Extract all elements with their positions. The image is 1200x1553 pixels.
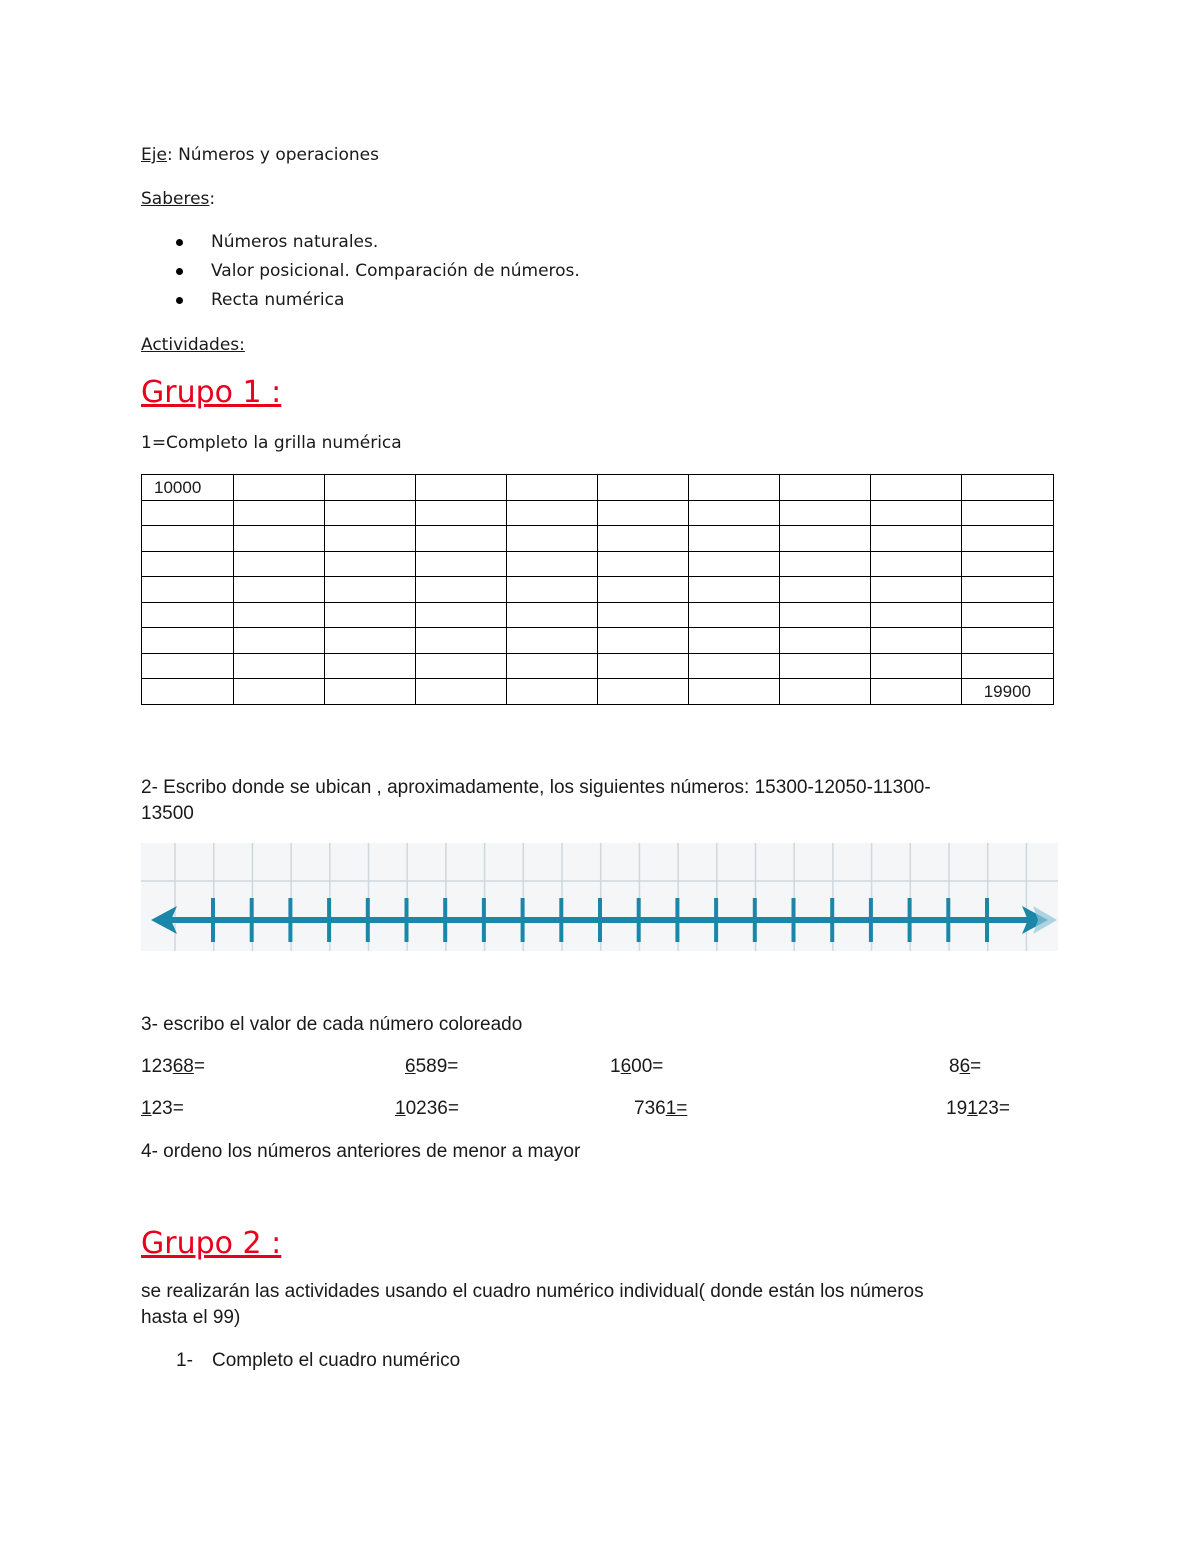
- saberes-line: [141, 189, 215, 209]
- colored-number-1: [141, 1056, 205, 1078]
- grid-cell[interactable]: [325, 500, 416, 526]
- act2-line2: 13500: [141, 803, 194, 824]
- grid-cell[interactable]: [871, 475, 962, 501]
- grid-cell[interactable]: [962, 551, 1054, 577]
- grid-cell[interactable]: [325, 653, 416, 679]
- grid-cell[interactable]: [325, 602, 416, 628]
- grid-cell[interactable]: [871, 602, 962, 628]
- grid-cell[interactable]: [142, 679, 234, 705]
- grid-cell[interactable]: [325, 628, 416, 654]
- colored-number-4: [949, 1056, 981, 1078]
- grid-cell[interactable]: [780, 653, 871, 679]
- grid-cell[interactable]: [871, 653, 962, 679]
- number-line-ticks: [213, 898, 987, 942]
- grid-cell[interactable]: [325, 577, 416, 603]
- eje-value: Números y operaciones: [178, 145, 379, 165]
- bullet-icon: [176, 297, 183, 304]
- number-part: 00=: [631, 1056, 664, 1077]
- grid-first-cell[interactable]: 10000: [142, 475, 234, 501]
- grid-cell[interactable]: [871, 500, 962, 526]
- grid-cell[interactable]: [507, 475, 598, 501]
- grid-cell[interactable]: [142, 653, 234, 679]
- grid-cell[interactable]: [871, 551, 962, 577]
- grid-cell[interactable]: [507, 602, 598, 628]
- number-underlined-part: 6: [405, 1056, 416, 1077]
- grid-cell[interactable]: [598, 475, 689, 501]
- grid-cell[interactable]: [780, 526, 871, 552]
- grid-cell[interactable]: [507, 577, 598, 603]
- grid-cell[interactable]: [507, 653, 598, 679]
- grid-cell[interactable]: [416, 551, 507, 577]
- number-part: =: [970, 1056, 982, 1077]
- grid-cell[interactable]: [598, 653, 689, 679]
- grid-cell[interactable]: [234, 475, 325, 501]
- grid-cell[interactable]: [962, 602, 1054, 628]
- grid-cell[interactable]: [780, 551, 871, 577]
- grid-cell[interactable]: [416, 526, 507, 552]
- number-underlined-part: 1: [395, 1098, 406, 1119]
- number-part: =: [193, 1056, 205, 1077]
- grid-cell[interactable]: [325, 475, 416, 501]
- grid-cell[interactable]: [780, 628, 871, 654]
- eje-line: [141, 145, 379, 165]
- number-part: 19: [946, 1098, 968, 1119]
- grid-cell[interactable]: [780, 602, 871, 628]
- grid-cell[interactable]: [689, 577, 780, 603]
- grid-cell[interactable]: [598, 577, 689, 603]
- number-part: 8: [949, 1056, 960, 1077]
- number-underlined-part: 6: [959, 1056, 971, 1077]
- list-item: Recta numérica: [211, 290, 345, 310]
- grid-cell[interactable]: [234, 653, 325, 679]
- grupo2-intro-line2: hasta el 99): [141, 1307, 241, 1328]
- grid-cell[interactable]: [689, 551, 780, 577]
- number-underlined-part: 6: [620, 1056, 632, 1077]
- grid-cell[interactable]: [780, 577, 871, 603]
- grid-cell[interactable]: [416, 577, 507, 603]
- grid-cell[interactable]: [142, 500, 234, 526]
- grid-cell[interactable]: [689, 679, 780, 705]
- grid-cell[interactable]: [416, 475, 507, 501]
- grid-cell[interactable]: [234, 602, 325, 628]
- grid-cell[interactable]: [871, 679, 962, 705]
- grid-cell[interactable]: [507, 551, 598, 577]
- grid-cell[interactable]: [234, 577, 325, 603]
- grid-cell[interactable]: [598, 551, 689, 577]
- number-part: 1: [610, 1056, 621, 1077]
- grid-cell[interactable]: [234, 628, 325, 654]
- grid-cell[interactable]: [962, 475, 1054, 501]
- colored-number-2: [405, 1056, 458, 1078]
- grid-cell[interactable]: [962, 500, 1054, 526]
- number-underlined-part: 1=: [665, 1098, 688, 1119]
- grupo2-item-number: 1-: [176, 1350, 193, 1371]
- grid-cell[interactable]: [416, 602, 507, 628]
- grid-cell[interactable]: [507, 628, 598, 654]
- grid-cell[interactable]: [689, 526, 780, 552]
- number-part: 589=: [415, 1056, 459, 1077]
- grid-cell[interactable]: [689, 475, 780, 501]
- number-part: 0236=: [405, 1098, 459, 1119]
- grupo2-intro-line1: se realizarán las actividades usando el cuadro numérico individual( donde están los números: [141, 1281, 924, 1302]
- colored-number-7: [634, 1098, 687, 1120]
- number-part: 736: [634, 1098, 666, 1119]
- bullet-icon: [176, 239, 183, 246]
- grid-cell[interactable]: [962, 577, 1054, 603]
- act4-text: 4- ordeno los números anteriores de menor a mayor: [141, 1141, 581, 1162]
- number-part: 123: [141, 1056, 173, 1077]
- grid-cell[interactable]: [142, 526, 234, 552]
- saberes-label: Saberes: [141, 189, 210, 209]
- number-grid: [141, 474, 1054, 705]
- grid-cell[interactable]: [780, 475, 871, 501]
- grid-cell[interactable]: [871, 577, 962, 603]
- grid-cell[interactable]: [507, 679, 598, 705]
- grid-cell[interactable]: [598, 628, 689, 654]
- grid-cell[interactable]: [416, 679, 507, 705]
- grupo2-title: Grupo 2 :: [141, 1226, 282, 1261]
- grid-cell[interactable]: [598, 526, 689, 552]
- grid-cell[interactable]: [871, 628, 962, 654]
- grid-cell[interactable]: [142, 577, 234, 603]
- number-underlined-part: 68: [172, 1056, 194, 1077]
- grid-cell[interactable]: [507, 500, 598, 526]
- grid-cell[interactable]: [598, 679, 689, 705]
- grid-cell[interactable]: [416, 628, 507, 654]
- grupo2-item-text: Completo el cuadro numérico: [212, 1350, 461, 1371]
- grid-cell[interactable]: [325, 679, 416, 705]
- grid-cell[interactable]: [416, 653, 507, 679]
- act1-text: 1=Completo la grilla numérica: [141, 433, 402, 453]
- grid-cell[interactable]: [325, 551, 416, 577]
- list-item: Valor posicional. Comparación de números.: [211, 261, 580, 281]
- grid-cell[interactable]: [689, 602, 780, 628]
- grid-cell[interactable]: [234, 526, 325, 552]
- grid-cell[interactable]: [234, 679, 325, 705]
- grid-cell[interactable]: [689, 500, 780, 526]
- eje-colon: :: [166, 145, 179, 165]
- grid-cell[interactable]: [871, 526, 962, 552]
- saberes-colon: :: [209, 189, 216, 209]
- act2-line1: 2- Escribo donde se ubican , aproximadamente, los siguientes números: 15300-12050-11300-: [141, 777, 931, 798]
- number-line-figure: [141, 843, 1058, 951]
- grid-cell[interactable]: [507, 526, 598, 552]
- colored-number-5: [141, 1098, 184, 1120]
- bullet-icon: [176, 268, 183, 275]
- number-underlined-part: 1: [141, 1098, 152, 1119]
- grid-cell[interactable]: [234, 500, 325, 526]
- grid-cell[interactable]: [142, 551, 234, 577]
- list-item: Números naturales.: [211, 232, 379, 252]
- eje-label: Eje: [141, 145, 167, 165]
- grid-cell[interactable]: [416, 500, 507, 526]
- colored-number-3: [610, 1056, 663, 1078]
- grid-cell[interactable]: [689, 653, 780, 679]
- grid-cell[interactable]: [962, 526, 1054, 552]
- colored-number-8: [946, 1098, 1010, 1120]
- grid-cell[interactable]: [325, 526, 416, 552]
- grid-cell[interactable]: [598, 602, 689, 628]
- grid-cell[interactable]: [689, 628, 780, 654]
- grupo1-title: Grupo 1 :: [141, 375, 282, 410]
- grid-cell[interactable]: [598, 500, 689, 526]
- grid-cell[interactable]: [962, 653, 1054, 679]
- number-part: 23=: [151, 1098, 184, 1119]
- grid-cell[interactable]: [780, 500, 871, 526]
- grid-cell[interactable]: [780, 679, 871, 705]
- grid-cell[interactable]: [234, 551, 325, 577]
- number-underlined-part: 1: [967, 1098, 978, 1119]
- grid-last-cell[interactable]: 19900: [962, 679, 1054, 705]
- colored-number-6: [395, 1098, 459, 1120]
- grid-cell[interactable]: [962, 628, 1054, 654]
- actividades-label: Actividades:: [141, 335, 245, 355]
- grid-cell[interactable]: [142, 628, 234, 654]
- grid-cell[interactable]: [142, 602, 234, 628]
- act3-text: 3- escribo el valor de cada número coloreado: [141, 1014, 523, 1035]
- number-part: 23=: [977, 1098, 1010, 1119]
